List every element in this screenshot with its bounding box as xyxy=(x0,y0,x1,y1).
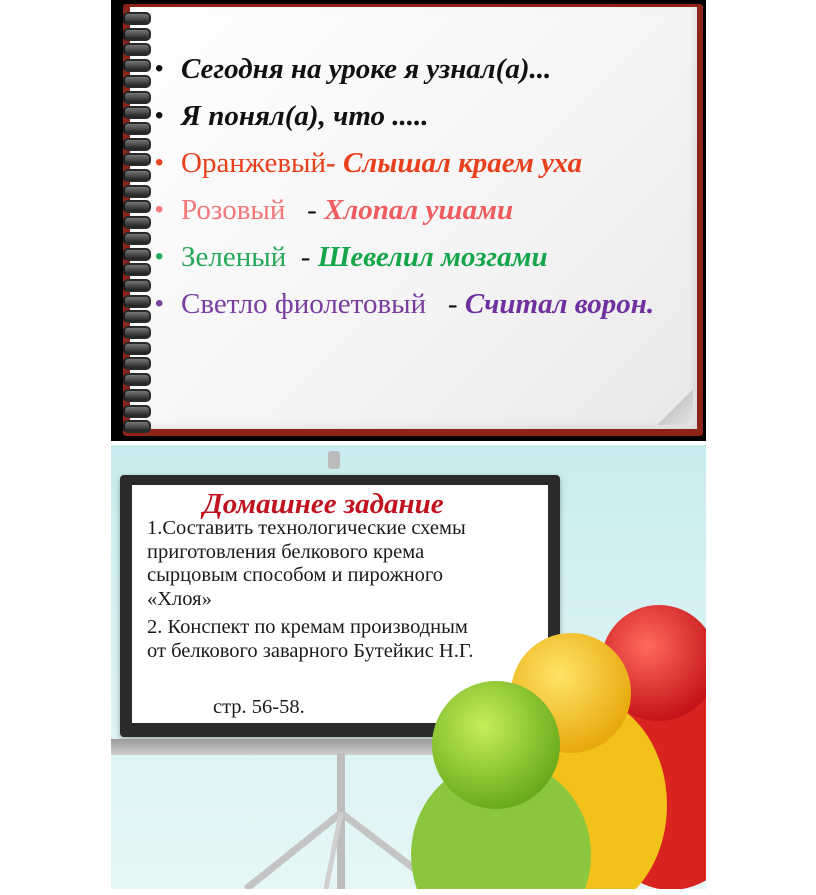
spiral-ring xyxy=(123,153,151,166)
spiral-ring xyxy=(123,138,151,151)
reflection-item xyxy=(153,146,673,180)
reflection-item xyxy=(153,287,673,321)
bullet-icon: • xyxy=(155,55,164,82)
spiral-ring xyxy=(123,12,151,25)
reflection-text: - xyxy=(300,241,318,273)
spiral-ring xyxy=(123,232,151,245)
bullet-icon: • xyxy=(155,102,164,129)
spiral-ring xyxy=(123,389,151,402)
spiral-ring xyxy=(123,373,151,386)
bullet-icon: • xyxy=(155,149,164,176)
spiral-binding xyxy=(123,12,153,436)
reflection-text: Светло фиолетовый xyxy=(181,288,448,320)
reflection-text: Сегодня на уроке я узнал(а)... xyxy=(181,53,552,85)
spiral-ring xyxy=(123,420,151,433)
slide-reflection xyxy=(111,0,706,441)
page-curl-corner xyxy=(657,389,693,425)
spiral-ring xyxy=(123,28,151,41)
spiral-ring xyxy=(123,405,151,418)
spiral-ring xyxy=(123,185,151,198)
spiral-ring xyxy=(123,310,151,323)
reflection-item xyxy=(153,99,673,133)
spiral-ring xyxy=(123,326,151,339)
reflection-text: Оранжевый xyxy=(181,147,327,179)
spiral-ring xyxy=(123,357,151,370)
reflection-text: - xyxy=(307,194,325,226)
reflection-text: Зеленый xyxy=(181,241,301,273)
traffic-light-balls xyxy=(111,445,706,889)
spiral-ring xyxy=(123,279,151,292)
homework-title: Домашнее задание xyxy=(203,488,444,520)
spiral-ring xyxy=(123,200,151,213)
spiral-ring xyxy=(123,75,151,88)
reflection-text: Розовый xyxy=(181,194,308,226)
reflection-text: Шевелил мозгами xyxy=(317,241,548,273)
spiral-ring xyxy=(123,122,151,135)
reflection-list xyxy=(153,52,673,334)
reflection-item xyxy=(153,240,673,274)
homework-pages: стр. 56-58. xyxy=(213,696,305,718)
notebook-cover xyxy=(123,4,703,436)
spiral-ring xyxy=(123,59,151,72)
spiral-ring xyxy=(123,295,151,308)
reflection-item xyxy=(153,193,673,227)
reflection-text: Считал ворон. xyxy=(464,288,655,320)
spiral-ring xyxy=(123,216,151,229)
spiral-ring xyxy=(123,43,151,56)
homework-item-1: 1.Составить технологические схемы приготовления белкового крема сырцовым способом и пирожного «Хлоя» xyxy=(147,517,466,610)
homework-item-2: 2. Конспект по кремам производным от белкового заварного Бутейкис Н.Г. xyxy=(147,616,474,662)
reflection-text: - xyxy=(447,288,465,320)
reflection-text: - Слышал краем уха xyxy=(326,147,583,179)
reflection-text: Хлопал ушами xyxy=(324,194,514,226)
slide-homework xyxy=(111,445,706,889)
reflection-item xyxy=(153,52,673,86)
spiral-ring xyxy=(123,342,151,355)
bullet-icon: • xyxy=(155,196,164,223)
spiral-ring xyxy=(123,106,151,119)
spiral-ring xyxy=(123,248,151,261)
bullet-icon: • xyxy=(155,243,164,270)
spiral-ring xyxy=(123,169,151,182)
bullet-icon: • xyxy=(155,290,164,317)
reflection-text: Я понял(а), что ..... xyxy=(181,100,429,132)
spiral-ring xyxy=(123,263,151,276)
green-head xyxy=(432,681,560,809)
spiral-ring xyxy=(123,91,151,104)
